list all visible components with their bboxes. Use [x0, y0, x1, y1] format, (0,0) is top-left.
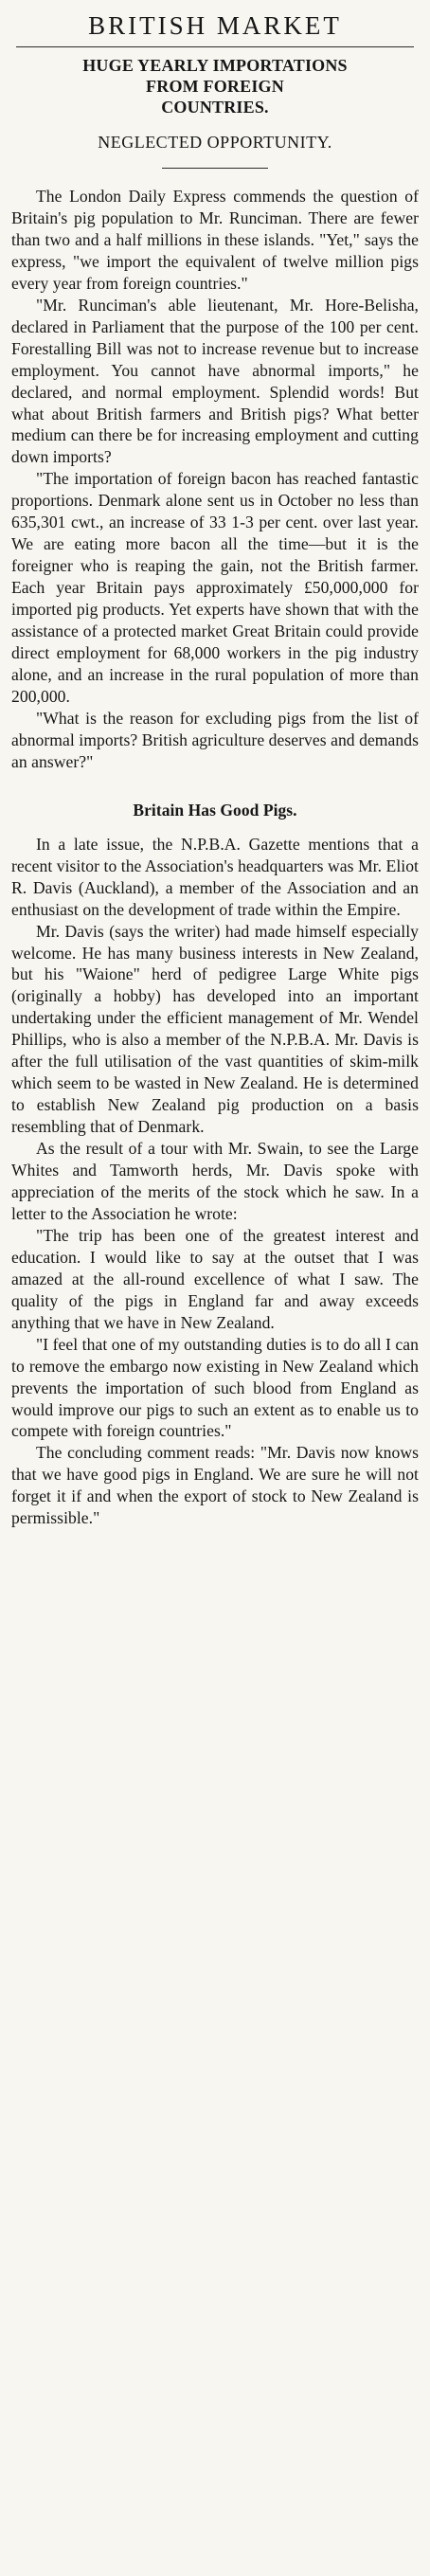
paragraph: "What is the reason for excluding pigs from the list of abnormal imports? British agriculture deserves and demands an answer?"	[11, 708, 419, 771]
subheadline	[11, 55, 419, 117]
subheadline-line-2: FROM FOREIGN	[146, 77, 284, 96]
deck-headline: NEGLECTED OPPORTUNITY.	[98, 133, 332, 152]
article-body	[11, 186, 419, 1529]
section-heading: Britain Has Good Pigs.	[133, 800, 297, 820]
paragraph: The concluding comment reads: "Mr. Davis now knows that we have good pigs in England. We are sure he will not forget it if and when the export of stock to New Zealand is permissible."	[11, 1443, 419, 1528]
headline: BRITISH MARKET	[88, 11, 342, 40]
paragraph: "The trip has been one of the greatest interest and education. I would like to say at the outset that I was amazed at the all-round excellence of what I saw. The quality of the pigs in England far and away exceeds anything that we have in New Zealand.	[11, 1225, 419, 1332]
paragraph: In a late issue, the N.P.B.A. Gazette mentions that a recent visitor to the Association's headquarters was Mr. Eliot R. Davis (Auckland), a member of the Association and an enthusiast on the development of trade within the Empire.	[11, 834, 419, 919]
paragraph: Mr. Davis (says the writer) had made himself especially welcome. He has many business interests in New Zealand, but his "Waione" herd of pedigree Large White pigs (originally a hobby) has developed into an important undertaking under the efficient management of Mr. Wendel Phillips, who is also a member of the N.P.B.A. Mr. Davis is after the full utilisation of the vast quantities of skim-milk which seem to be wasted in New Zealand. He is determined to establish New Zealand pig production on a basis resembling that of Denmark.	[11, 921, 419, 1137]
paragraph: "The importation of foreign bacon has reached fantastic proportions. Denmark alone sent us in October no less than 635,301 cwt., an increase of 33 1-3 per cent. over last year. We are eating more bacon all the time—but it is the foreigner who is reaping the gain, not the British farmer. Each year Britain pays approximately £50,000,000 for imported pig products. Yet experts have shown that with the assistance of a protected market Great Britain could provide direct employment for 68,000 workers in the pig industry alone, and an increase in the rural population of more than 200,000.	[11, 469, 419, 706]
paragraph: "I feel that one of my outstanding duties is to do all I can to remove the embargo now existing in New Zealand which prevents the importation of such blood from England as would improve our pigs to such an extent as to enable us to compete with foreign countries."	[11, 1334, 419, 1441]
headline-rule	[16, 46, 414, 47]
paragraph: "Mr. Runciman's able lieutenant, Mr. Hore-Belisha, declared in Parliament that the purpose of the 100 per cent. Forestalling Bill was not to increase revenue but to increase employment. You cannot have abnormal imports," he declared, and normal employment. Splendid words! But what about British farmers and British pigs? What better medium can there be for increasing employment and cutting down imports?	[11, 295, 419, 467]
subheadline-line-3: COUNTRIES.	[161, 98, 269, 117]
subheadline-line-1: HUGE YEARLY IMPORTATIONS	[82, 56, 348, 75]
paragraph: The London Daily Express commends the question of Britain's pig population to Mr. Runciman. There are fewer than two and a half millions in these islands. "Yet," says the express, "we import the equivalent of twelve million pigs every year from foreign countries."	[11, 187, 419, 293]
paragraph: As the result of a tour with Mr. Swain, to see the Large Whites and Tamworth herds, Mr. Davis spoke with appreciation of the merits of the stock which he saw. In a letter to the Association he wrote:	[11, 1139, 419, 1223]
section-divider	[162, 168, 268, 169]
